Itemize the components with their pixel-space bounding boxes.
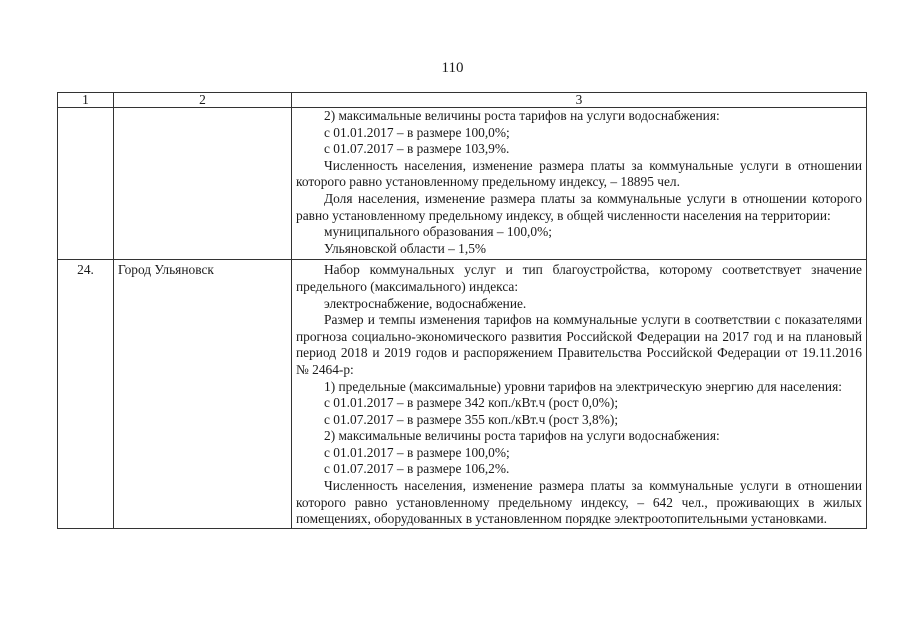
table-row bbox=[58, 260, 867, 529]
paragraph: 1) предельные (максимальные) уровни тарифов на электрическую энергию для населения: bbox=[324, 378, 842, 394]
paragraph: с 01.07.2017 – в размере 103,9%. bbox=[324, 141, 510, 157]
row-number: 24. bbox=[58, 260, 114, 529]
paragraph: с 01.07.2017 – в размере 355 коп./кВт.ч (рост 3,8%); bbox=[324, 411, 619, 427]
paragraph: 2) максимальные величины роста тарифов на услуги водоснабжения: bbox=[324, 108, 720, 123]
table-row bbox=[58, 108, 867, 260]
row-name bbox=[114, 108, 292, 260]
row-number bbox=[58, 108, 114, 260]
row-content bbox=[292, 108, 867, 260]
paragraph: муниципального образования – 100,0%; bbox=[324, 224, 552, 240]
table-header-row bbox=[58, 93, 867, 108]
paragraph: Численность населения, изменение размера платы за коммунальные услуги в отношении которого равно установленному предельному индексу, – 642 чел., проживающих в жилых помещениях, оборудованных в установленном порядке электроотопительными установками. bbox=[296, 478, 862, 527]
row-name: Город Ульяновск bbox=[114, 260, 292, 529]
paragraph: 2) максимальные величины роста тарифов на услуги водоснабжения: bbox=[324, 428, 720, 444]
header-col-1: 1 bbox=[58, 93, 114, 108]
paragraph: с 01.01.2017 – в размере 100,0%; bbox=[324, 444, 510, 460]
paragraph: с 01.01.2017 – в размере 100,0%; bbox=[324, 124, 510, 140]
paragraph: Доля населения, изменение размера платы за коммунальные услуги в отношении которого равно установленному предельному индексу, в общей численности населения на территории: bbox=[296, 190, 862, 223]
data-table bbox=[57, 92, 867, 529]
paragraph: Набор коммунальных услуг и тип благоустройства, которому соответствует значение предельного (максимального) индекса: bbox=[296, 262, 862, 294]
header-col-2: 2 bbox=[114, 93, 292, 108]
paragraph: Численность населения, изменение размера платы за коммунальные услуги в отношении которого равно установленному предельному индексу, – 18895 чел. bbox=[296, 157, 862, 190]
paragraph: электроснабжение, водоснабжение. bbox=[324, 295, 527, 311]
header-col-3: 3 bbox=[292, 93, 867, 108]
row-content bbox=[292, 260, 867, 529]
page-number: 110 bbox=[441, 60, 464, 76]
paragraph: с 01.07.2017 – в размере 106,2%. bbox=[324, 461, 510, 477]
paragraph: с 01.01.2017 – в размере 342 коп./кВт.ч (рост 0,0%); bbox=[324, 395, 619, 411]
paragraph: Размер и темпы изменения тарифов на коммунальные услуги в соответствии с показателями прогноза социально-экономического развития Российской Федерации на 2017 год и на плановый период 2018 и 2019 годов и распоряжением Правительства Российской Федерации от 19.11.2016 № 2464-р: bbox=[296, 312, 862, 377]
paragraph: Ульяновской области – 1,5% bbox=[324, 240, 487, 256]
